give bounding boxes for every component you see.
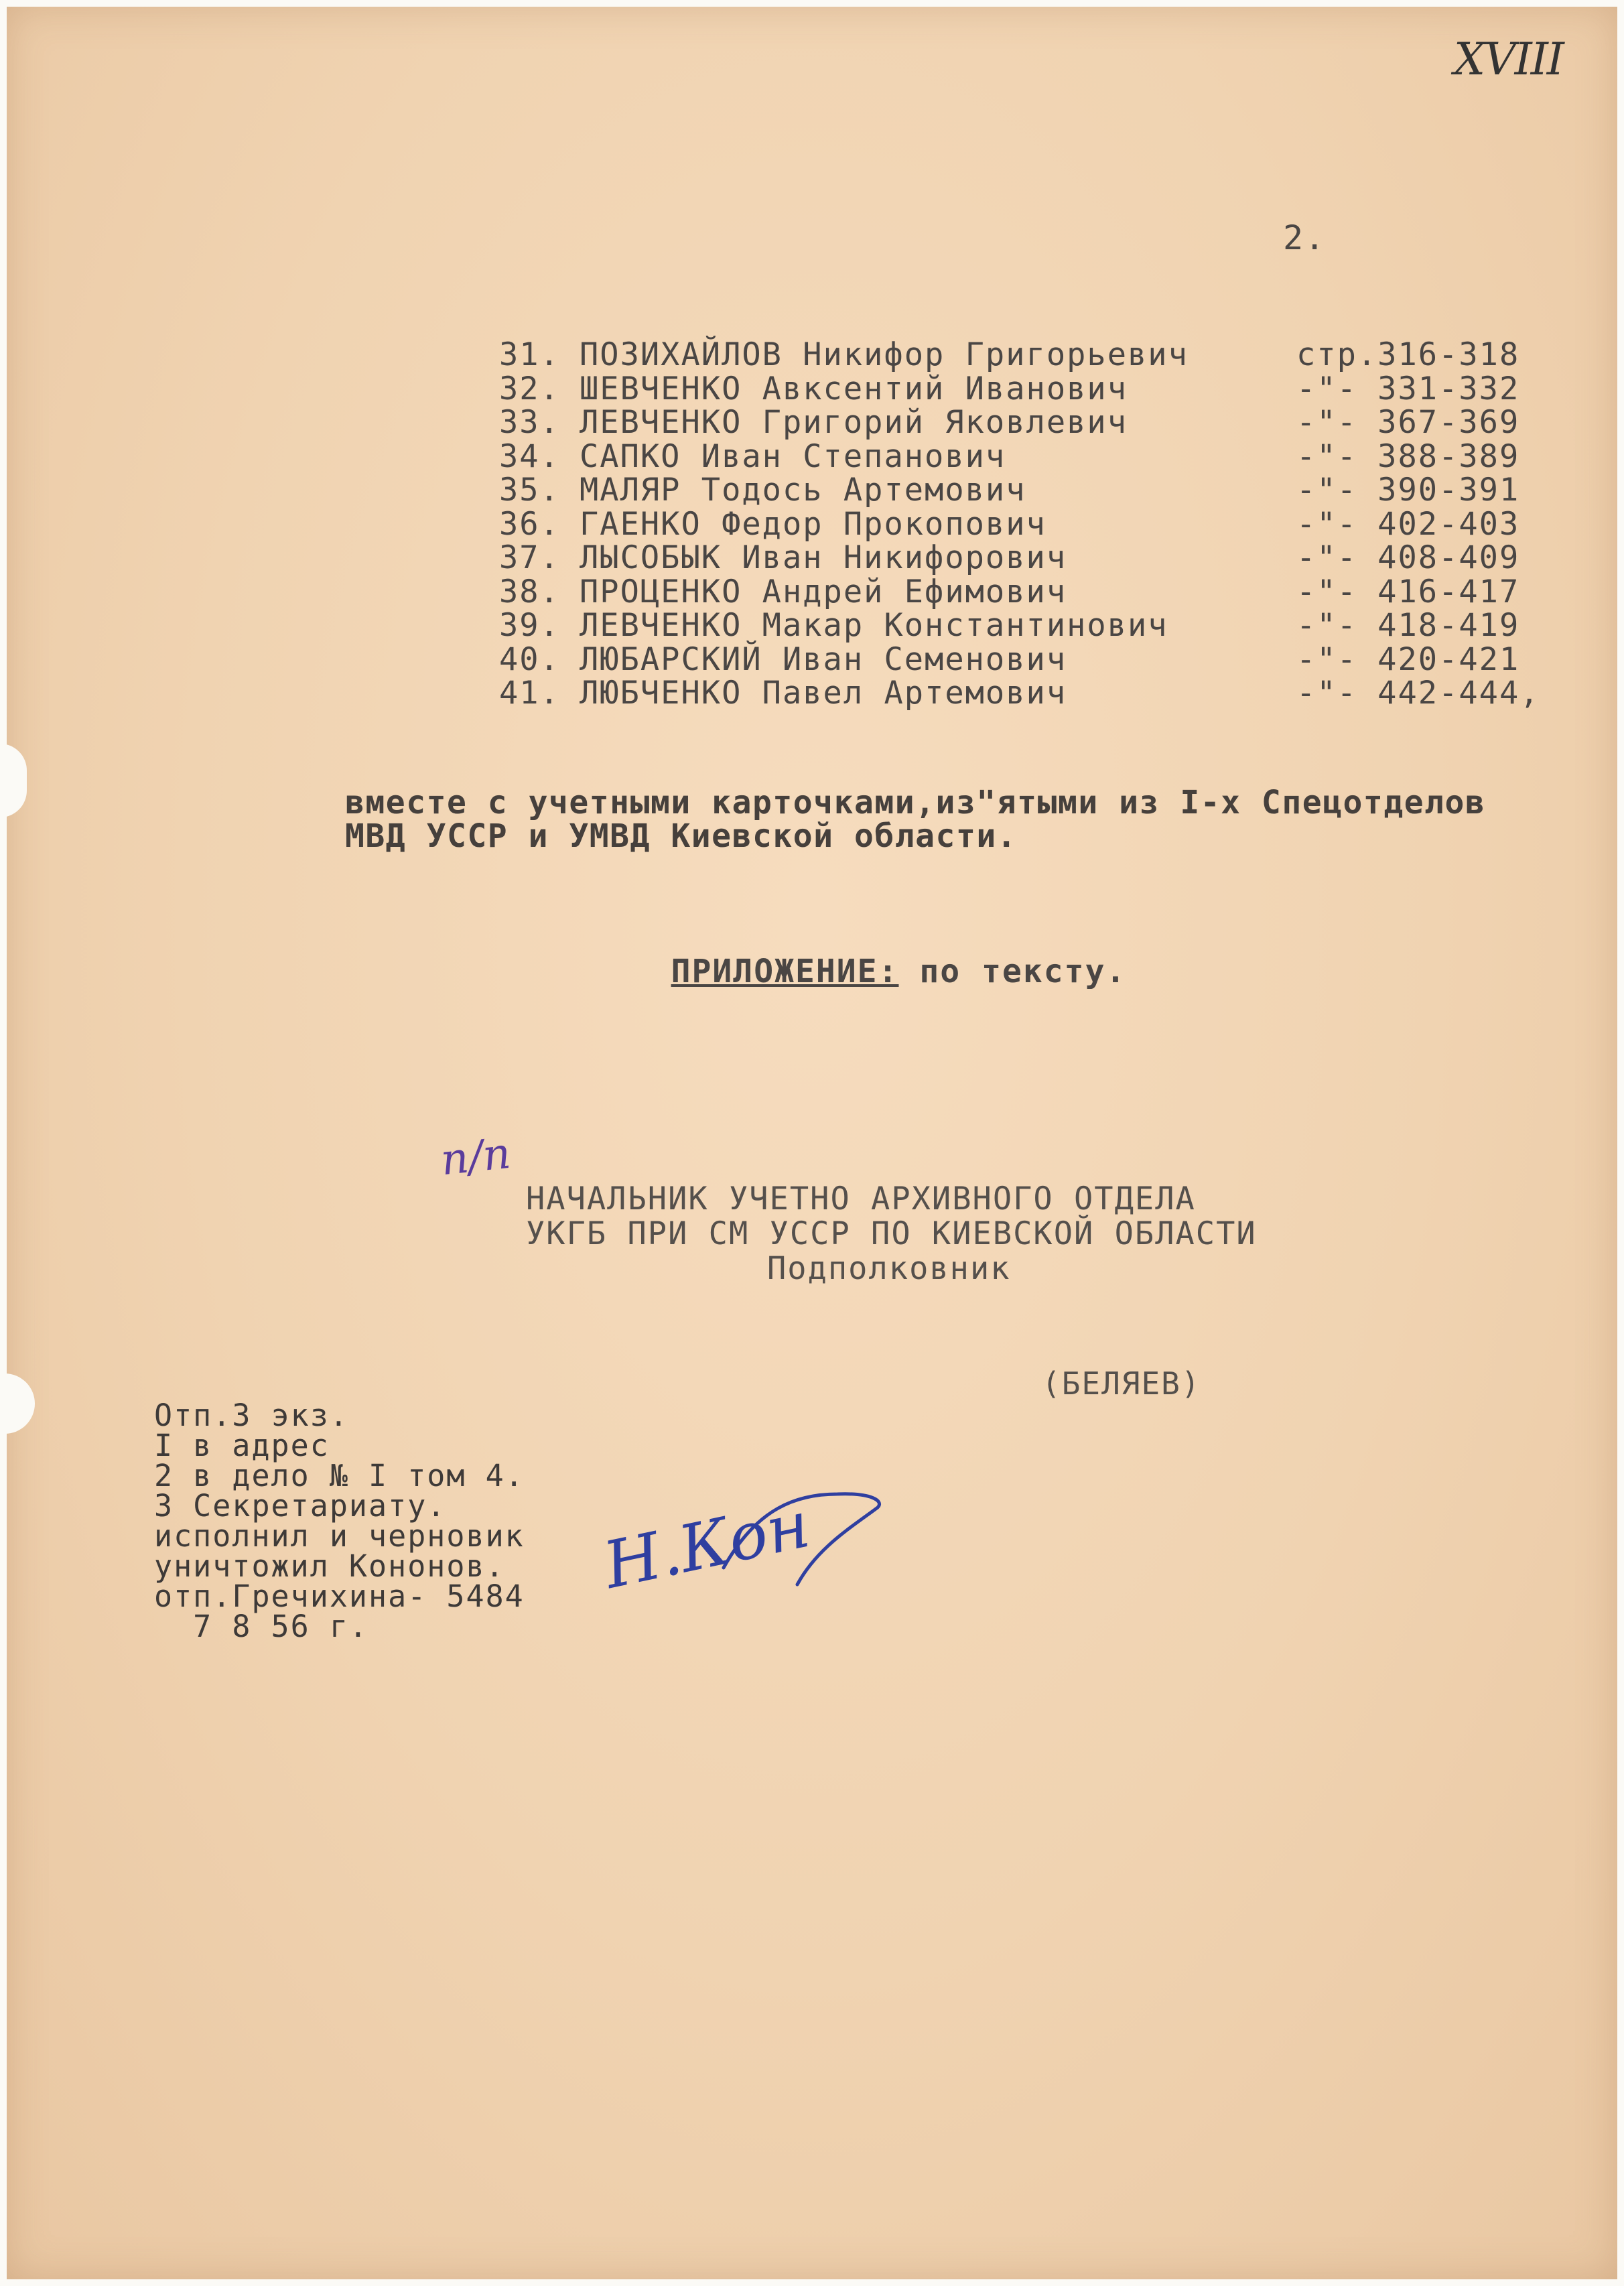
list-item-number: 36. bbox=[499, 505, 560, 543]
list-item bbox=[499, 474, 1571, 507]
distribution-line: 7 8 56 г. bbox=[154, 1609, 369, 1644]
signature-flourish bbox=[717, 1467, 891, 1601]
appendix-text: по тексту. bbox=[898, 953, 1127, 990]
page-number: 2. bbox=[1283, 218, 1327, 257]
list-item-number: 41. bbox=[499, 675, 560, 712]
distribution-line: Отп.3 экз. bbox=[154, 1398, 349, 1433]
list-item bbox=[499, 370, 1571, 407]
list-item bbox=[499, 505, 1571, 543]
body-text-line-1: вместе с учетными карточками,из"ятыми из I-х Спецотделов bbox=[345, 784, 1486, 821]
list-item bbox=[499, 440, 1571, 474]
list-item-name: МАЛЯР Тодось Артемович bbox=[580, 472, 1026, 509]
document-page bbox=[7, 7, 1617, 2279]
distribution-line: 2 в дело № I том 4. bbox=[154, 1458, 525, 1493]
list-item-number: 33. bbox=[499, 404, 560, 441]
list-item-name: ЛЮБЧЕНКО Павел Артемович bbox=[580, 675, 1067, 712]
appendix-line bbox=[588, 921, 1126, 1022]
handwritten-initials: Н.Кон bbox=[597, 1487, 816, 1603]
appendix-label: ПРИЛОЖЕНИЕ: bbox=[671, 953, 899, 990]
list-item-name: ЛЫСОБЫК Иван Никифорович bbox=[580, 539, 1067, 576]
distribution-line: I в адрес bbox=[154, 1428, 330, 1463]
distribution-line: 3 Секретариату. bbox=[154, 1488, 447, 1524]
archive-mark: XVIII bbox=[1454, 33, 1563, 85]
list-item-name: САПКО Иван Степанович bbox=[580, 438, 1006, 475]
signature-rank: Подполковник bbox=[767, 1250, 1011, 1287]
list-item-pages: -"- 388-389 bbox=[1296, 438, 1520, 475]
body-text-line-2: МВД УССР и УМВД Киевской области. bbox=[345, 817, 1018, 855]
list-item-pages: -"- 402-403 bbox=[1296, 505, 1520, 543]
handwritten-pp-mark: п/п bbox=[438, 1128, 513, 1186]
list-item-pages: -"- 390-391 bbox=[1296, 472, 1520, 509]
list-item-pages: -"- 367-369 bbox=[1296, 404, 1520, 441]
list-item-name: ПОЗИХАЙЛОВ Никифор Григорьевич bbox=[580, 336, 1189, 373]
distribution-line: исполнил и черновик bbox=[154, 1518, 525, 1554]
list-item-number: 35. bbox=[499, 472, 560, 509]
torn-edge-1 bbox=[0, 744, 27, 817]
distribution-line: отп.Гречихина- 5484 bbox=[154, 1578, 525, 1614]
list-item bbox=[499, 541, 1571, 575]
list-item-number: 40. bbox=[499, 641, 560, 678]
signature-title-line-2: УКГБ ПРИ СМ УССР ПО КИЕВСКОЙ ОБЛАСТИ bbox=[526, 1215, 1257, 1252]
list-item bbox=[499, 609, 1571, 643]
list-item-pages: -"- 408-409 bbox=[1296, 539, 1520, 576]
list-item-name: ЛЮБАРСКИЙ Иван Семенович bbox=[580, 641, 1067, 678]
signature-title-line-1: НАЧАЛЬНИК УЧЕТНО АРХИВНОГО ОТДЕЛА bbox=[526, 1181, 1196, 1217]
list-item-name: ЛЕВЧЕНКО Макар Константинович bbox=[580, 607, 1168, 644]
list-item-number: 38. bbox=[499, 573, 560, 610]
list-item-pages: стр.316-318 bbox=[1296, 336, 1520, 373]
list-item-pages: -"- 416-417 bbox=[1296, 573, 1520, 610]
list-item bbox=[499, 573, 1571, 610]
list-item-pages: -"- 418-419 bbox=[1296, 607, 1520, 644]
list-item-number: 39. bbox=[499, 607, 560, 644]
list-item-number: 37. bbox=[499, 539, 560, 576]
list-item bbox=[499, 338, 1571, 372]
list-item bbox=[499, 677, 1571, 710]
list-item-pages: -"- 420-421 bbox=[1296, 641, 1520, 678]
list-item-pages: -"- 331-332 bbox=[1296, 370, 1520, 407]
list-item-name: ЛЕВЧЕНКО Григорий Яковлевич bbox=[580, 404, 1128, 441]
list-item-name: ШЕВЧЕНКО Авксентий Иванович bbox=[580, 370, 1128, 407]
list-item-number: 32. bbox=[499, 370, 560, 407]
signer-name: (БЕЛЯЕВ) bbox=[1042, 1365, 1201, 1402]
list-item-number: 34. bbox=[499, 438, 560, 475]
list-item-number: 31. bbox=[499, 336, 560, 373]
list-item-name: ПРОЦЕНКО Андрей Ефимович bbox=[580, 573, 1067, 610]
list-item bbox=[499, 643, 1571, 677]
distribution-line: уничтожил Кононов. bbox=[154, 1548, 505, 1584]
list-item-name: ГАЕНКО Федор Прокопович bbox=[580, 505, 1046, 543]
torn-edge-2 bbox=[0, 1373, 35, 1434]
list-item bbox=[499, 406, 1571, 440]
list-item-pages: -"- 442-444, bbox=[1296, 675, 1540, 712]
